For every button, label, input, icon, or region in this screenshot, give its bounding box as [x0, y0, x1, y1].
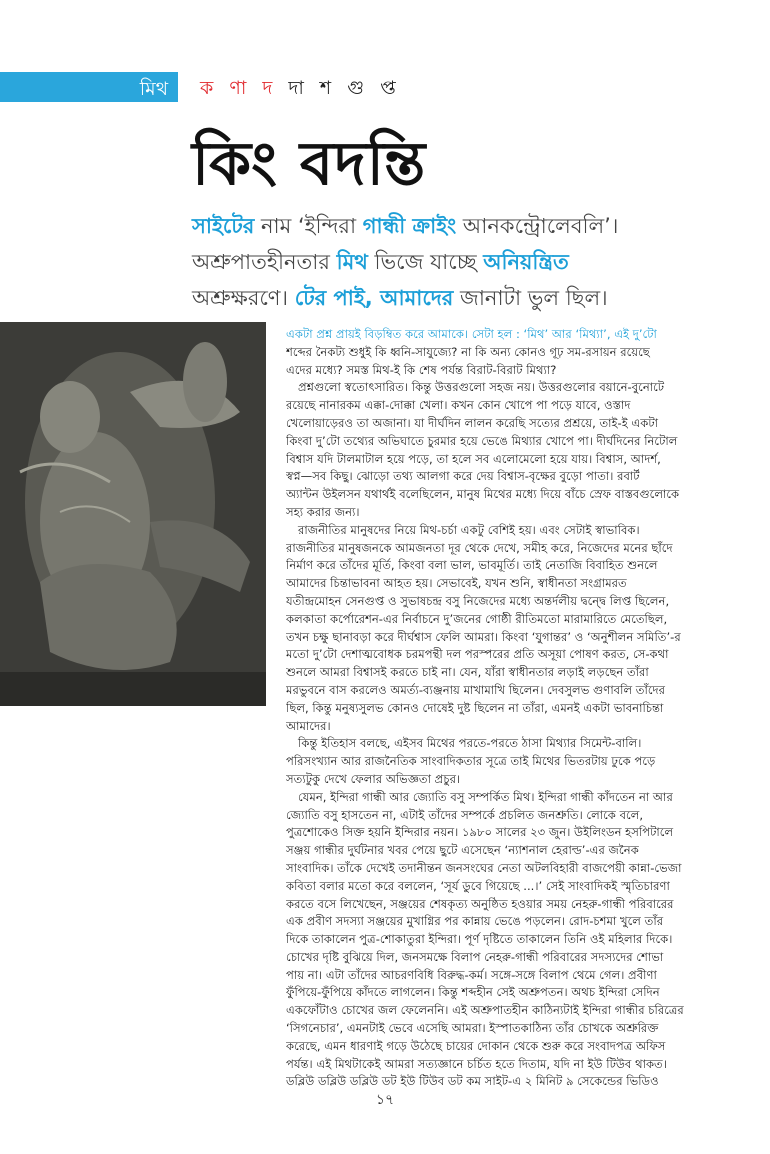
body-line: সত্যটুকু দেখে ফেলার অভিজ্ঞতা প্রচুর। — [286, 771, 461, 786]
body-line: শুনলে আমরা বিশ্বাসই করতে চাই না। যেন, যাঁরা স্বাধীনতার লড়াই লড়ছেন তাঁরা — [286, 665, 649, 680]
lead-text: আনকন্ট্রোলেবলি’। — [456, 214, 619, 238]
page-number: ১৭ — [375, 1092, 395, 1108]
lead-text: জানাটা ভুল ছিল। — [453, 286, 608, 310]
body-line: পরিসংখ্যান আর রাজনৈতিক সাংবাদিকতার সূত্রে তাই মিথের ভিতরটায় ঢুকে পড়ে — [286, 754, 656, 769]
body-line: এদের মধ্যে? সমস্ত মিথ-ই কি শেষ পর্যন্ত বিরাট-বিরাট মিথ্যা? — [286, 362, 557, 377]
body-line: ডব্লিউ ডব্লিউ ডব্লিউ ডট ইউ টিউব ডট কম সাইট-এ ২ মিনিট ৯ সেকেন্ডের ভিডিও — [286, 1074, 659, 1089]
body-line: শব্দের নৈকট্য শুধুই কি ধ্বনি-সাযুজ্যে? না কি অন্য কোনও গূঢ় সম-রসায়ন রয়েছে — [286, 344, 650, 359]
body-line: জ্যোতি বসু হাসতেন না, এটাই তাঁদের সম্পর্কে প্রচলিত জনশ্রুতি। লোকে বলে, — [286, 807, 644, 822]
body-line: করেছে, এমন ধারণাই গড়ে উঠেছে চায়ের দোকান থেকে শুরু করে সংবাদপত্র অফিস — [286, 1038, 666, 1053]
body-line: রাজনীতির মানুষদের নিয়ে মিথ-চর্চা একটু বেশিই হয়। এবং সেটাই স্বাভাবিক। — [298, 522, 640, 537]
lead-text: নাম ‘ইন্দিরা — [254, 214, 363, 238]
sculpture-photo — [0, 322, 266, 706]
body-line: একটা প্রশ্ন প্রায়ই বিড়ম্বিত করে আমাকে। সেটা হল : ‘মিথ’ আর ‘মিথ্যা’, এই দু’টো — [286, 327, 657, 341]
body-line: রাজনীতির মানুষজনকে আমজনতা দূর থেকে দেখে, সমীহ করে, নিজেদের মনের ছাঁদে — [286, 540, 673, 555]
article-title: কিং বদন্তি — [192, 129, 427, 199]
body-line: পায় না। এটা তাঁদের আচরণবিধি বিরুদ্ধ-কর্ম। সঙ্গে-সঙ্গে বিলাপ থেমে গেল। প্রবীণা — [286, 967, 657, 982]
body-line: নির্মাণ করে তাঁদের মূর্তি, কিংবা বলা ভাল, ভাবমূর্তি। তাই নেতাজি বিবাহিত শুনলে — [286, 558, 658, 573]
article-body — [286, 326, 756, 1091]
body-line: স্বপ্ন—সব কিছু। ঝোড়ো তথ্য আলগা করে দেয় বিশ্বাস-বৃক্ষের বুড়ো পাতা। রবার্ট — [286, 469, 640, 484]
body-line: পর্যন্ত। এই মিথটাকেই আমরা সত্যজ্ঞানে চর্চিত হতে দিতাম, যদি না ইউ টিউব থাকত। — [286, 1056, 667, 1071]
body-line: তখন চক্ষু ছানাবড়া করে দীর্ঘশ্বাস ফেলি আমরা। কিংবা ‘যুগান্তর’ ও ‘অনুশীলন সমিতি’-র — [286, 629, 681, 644]
section-bar — [0, 72, 178, 102]
body-line: একফোঁটাও চোখের জল ফেলেননি। এই অশ্রুপাতহীন কাঠিন্যটাই ইন্দিরা গান্ধীর চরিত্রের — [286, 1003, 684, 1018]
lead-paragraph — [192, 208, 762, 316]
body-line: আমাদের। — [286, 718, 331, 733]
section-label: মিথ — [139, 78, 168, 100]
body-line: করতে বসে লিখেছেন, সঞ্জয়ের শেষকৃত্য অনুষ্ঠিত হওয়ার সময় নেহরু-গান্ধী পরিবারের — [286, 896, 674, 911]
lead-highlight: সাইটের — [192, 214, 255, 238]
body-line: কলকাতা কর্পোরেশন-এর নির্বাচনে দু’জনের গোষ্ঠী রীতিমতো মারামারিতে মেতেছিল, — [286, 611, 668, 626]
body-line: মতো দু’টো দেশাত্মবোধক চরমপন্থী দল পরস্পরের প্রতি অসূয়া পোষণ করত, সে-কথা — [286, 647, 669, 662]
body-line: দিকে তাকালেন পুত্র-শোকাতুরা ইন্দিরা। পূর্ণ দৃষ্টিতে তাকালেন তিনি ওই মহিলার দিকে। — [286, 932, 673, 947]
lead-highlight: অনিয়ন্ত্রিত — [483, 250, 569, 274]
body-line: মরভুবনে বাস করলেও অমর্ত্য-ব্যঞ্জনায় মাখামাখি ছিলেন। দেবসুলভ গুণাবলি তাঁদের — [286, 682, 665, 697]
author-first-name: ক ণা দ — [200, 77, 278, 99]
lead-highlight: গান্ধী ক্রাইং — [362, 214, 457, 238]
body-line: যতীন্দ্রমোহন সেনগুপ্ত ও সুভাষচন্দ্র বসু নিজেদের মধ্যে অন্তর্দলীয় দ্বন্দ্বে লিপ্ত ছিলেন, — [286, 593, 670, 608]
body-line: খেলোয়াড়েরও তা অজানা। যা দীর্ঘদিন লালন করেছি সত্যের প্রশ্রয়ে, তাই-ই একটা — [286, 415, 659, 430]
body-line: ফুঁপিয়ে-ফুঁপিয়ে কাঁদতে লাগলেন। কিন্তু শব্দহীন সেই অশ্রুপতন। অথচ ইন্দিরা সেদিন — [286, 985, 660, 1000]
lead-text: ভিজে যাচ্ছে — [367, 250, 484, 274]
lead-highlight: মিথ — [336, 250, 368, 274]
body-line: কিংবা দু’টো তথ্যের অভিঘাতে চুরমার হয়ে ভেঙে মিথ্যার খোপে পা। দীর্ঘদিনের নিটোল — [286, 433, 678, 448]
body-line: ছিল, কিন্তু মনুষ্যসুলভ কোনও দোষেই দুষ্ট ছিলেন না তাঁরা, এমনই একটা ভাবনাচিন্তা — [286, 700, 664, 715]
body-line: বিশ্বাস যদি টালমাটাল হয়ে পড়ে, তা হলে সব এলোমেলো হয়ে যায়। বিশ্বাস, আদর্শ, — [286, 451, 661, 466]
body-line: সাংবাদিক। তাঁকে দেখেই তদানীন্তন জনসংঘের নেতা অটলবিহারী বাজপেয়ী কান্না-ভেজা — [286, 860, 682, 875]
author-last-name: দা শ গু প্ত — [288, 77, 401, 99]
lead-text: অশ্রুপাতহীনতার — [192, 250, 337, 274]
body-line: প্রশ্নগুলো স্বতোৎসারিত। কিন্তু উত্তরগুলো সহজ নয়। উত্তরগুলোর বয়ানে-বুনোটে — [298, 380, 665, 395]
body-line: কবিতা বলার মতো করে বললেন, ‘সূর্য ডুবে গিয়েছে ...।’ সেই সাংবাদিকই স্মৃতিচারণা — [286, 878, 670, 893]
body-line: যেমন, ইন্দিরা গান্ধী আর জ্যোতি বসু সম্পর্কিত মিথ। ইন্দিরা গান্ধী কাঁদতেন না আর — [298, 789, 673, 804]
body-line: এক প্রবীণ সদস্যা সঞ্জয়ের মুখাগ্নির পর কান্নায় ভেঙে পড়লেন। রোদ-চশমা খুলে তাঁর — [286, 914, 664, 929]
body-line: আমাদের চিন্তাভাবনা আহত হয়। সেভাবেই, যখন শুনি, স্বাধীনতা সংগ্রামরত — [286, 576, 627, 591]
body-line: চোখের দৃষ্টি বুঝিয়ে দিল, জনসমক্ষে বিলাপ নেহরু-গান্ধী পরিবারের সদস্যদের শোভা — [286, 949, 664, 964]
author-byline — [200, 74, 401, 106]
lead-text: অশ্রুক্ষরণে। — [192, 286, 295, 310]
body-line: সহ্য করার জন্য। — [286, 504, 360, 519]
body-line: অ্যান্টন উইলসন যথার্থই বলেছিলেন, মানুষ মিথের মধ্যে দিয়ে বাঁচে স্রেফ বাস্তবগুলোকে — [286, 487, 680, 502]
sculpture-illustration — [0, 322, 266, 706]
body-line: ‘সিগনেচার’, এমনটাই ভেবে এসেছি আমরা। ইস্পাতকাঠিন্য তাঁর চোখকে অশ্রুরিক্ত — [286, 1021, 659, 1036]
body-line: পুত্রশোকেও সিক্ত হয়নি ইন্দিরার নয়ন। ১৯৮০ সালের ২৩ জুন। উইলিংডন হসপিটালে — [286, 825, 674, 840]
body-line: সঞ্জয় গান্ধীর দুর্ঘটনার খবর পেয়ে ছুটে এসেছেন ‘ন্যাশনাল হেরাল্ড’-এর জনৈক — [286, 843, 639, 858]
body-line: রয়েছে নানারকম এক্কা-দোক্কা খেলা। কখন কোন খোপে পা পড়ে যাবে, ওস্তাদ — [286, 398, 631, 413]
lead-highlight: টের পাই, আমাদের — [294, 286, 454, 310]
body-line: কিন্তু ইতিহাস বলছে, এইসব মিথের পরতে-পরতে ঠাসা মিথ্যার সিমেন্ট-বালি। — [298, 736, 642, 751]
